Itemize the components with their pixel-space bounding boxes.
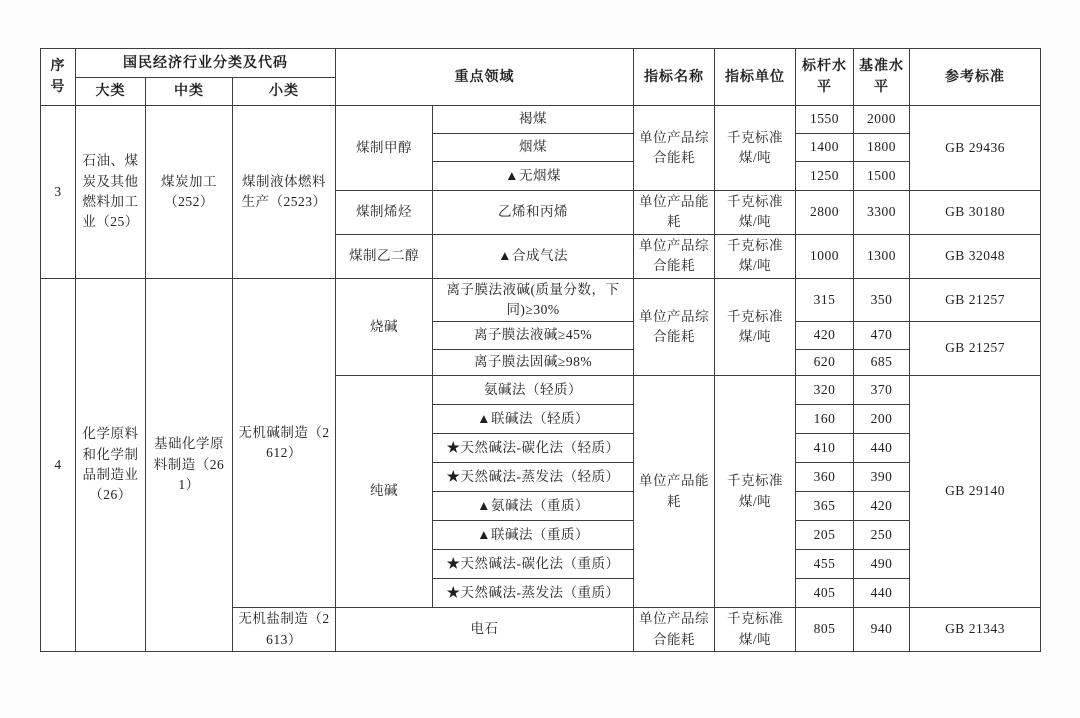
cell-carbide-unit: 千克标准煤/吨 (715, 608, 796, 652)
cell-caustic-solid98: 离子膜法固碱≥98% (433, 350, 634, 376)
cell-soda-3-benchmark: 410 (796, 434, 854, 463)
cell-soda-3-baseline: 440 (854, 434, 910, 463)
cell-olefin-benchmark: 2800 (796, 191, 854, 235)
cell-olefin-unit: 千克标准煤/吨 (715, 191, 796, 235)
header-indicator-name: 指标名称 (634, 49, 715, 106)
cell-glycol-area: 煤制乙二醇 (336, 234, 433, 278)
cell-r3-minor: 煤制液体燃料生产（2523） (233, 106, 336, 279)
cell-methanol-reference: GB 29436 (910, 106, 1041, 191)
cell-soda-7-benchmark: 455 (796, 550, 854, 579)
cell-glycol-reference: GB 32048 (910, 234, 1041, 278)
cell-soda-6-baseline: 250 (854, 521, 910, 550)
cell-r4-minor-alkali: 无机碱制造（2612） (233, 278, 336, 608)
cell-r4-major: 化学原料和化学制品制造业（26） (76, 278, 146, 652)
cell-soda-area: 纯碱 (336, 376, 433, 608)
cell-r3-major: 石油、煤炭及其他燃料加工业（25） (76, 106, 146, 279)
cell-carbide-baseline: 940 (854, 608, 910, 652)
header-industry-classification: 国民经济行业分类及代码 (76, 49, 336, 78)
cell-soda-4-benchmark: 360 (796, 463, 854, 492)
header-middle-class: 中类 (146, 78, 233, 106)
header-benchmark-level: 标杆水平 (796, 49, 854, 106)
cell-carbide-indicator: 单位产品综合能耗 (634, 608, 715, 652)
cell-caustic-solid98-benchmark: 620 (796, 350, 854, 376)
cell-caustic-indicator: 单位产品综合能耗 (634, 278, 715, 376)
cell-glycol-baseline: 1300 (854, 234, 910, 278)
cell-soda-method-2: ▲联碱法（轻质） (433, 405, 634, 434)
cell-soda-8-baseline: 440 (854, 579, 910, 608)
cell-soda-method-4: ★天然碱法-蒸发法（轻质） (433, 463, 634, 492)
cell-r4-serial: 4 (41, 278, 76, 652)
cell-soda-method-5: ▲氨碱法（重质） (433, 492, 634, 521)
cell-caustic-solid98-baseline: 685 (854, 350, 910, 376)
cell-soda-method-6: ▲联碱法（重质） (433, 521, 634, 550)
cell-soda-unit: 千克标准煤/吨 (715, 376, 796, 608)
header-key-area: 重点领域 (336, 49, 634, 106)
cell-caustic-liquid30: 离子膜法液碱(质量分数，下同)≥30% (433, 278, 634, 322)
cell-methanol-bituminous: 烟煤 (433, 134, 634, 162)
cell-methanol-unit: 千克标准煤/吨 (715, 106, 796, 191)
cell-carbide-benchmark: 805 (796, 608, 854, 652)
cell-glycol-sub: ▲合成气法 (433, 234, 634, 278)
cell-carbide-area: 电石 (336, 608, 634, 652)
cell-r3-serial: 3 (41, 106, 76, 279)
cell-glycol-benchmark: 1000 (796, 234, 854, 278)
cell-caustic-unit: 千克标准煤/吨 (715, 278, 796, 376)
cell-glycol-indicator: 单位产品综合能耗 (634, 234, 715, 278)
cell-soda-2-benchmark: 160 (796, 405, 854, 434)
cell-soda-5-benchmark: 365 (796, 492, 854, 521)
cell-olefin-baseline: 3300 (854, 191, 910, 235)
cell-soda-1-baseline: 370 (854, 376, 910, 405)
cell-soda-reference: GB 29140 (910, 376, 1041, 608)
cell-carbide-reference: GB 21343 (910, 608, 1041, 652)
document-page (40, 48, 1041, 652)
cell-caustic-reference-1: GB 21257 (910, 278, 1041, 322)
cell-soda-1-benchmark: 320 (796, 376, 854, 405)
header-baseline-level: 基准水平 (854, 49, 910, 106)
cell-olefin-area: 煤制烯烃 (336, 191, 433, 235)
cell-r4-middle: 基础化学原料制造（261） (146, 278, 233, 652)
standards-table (40, 48, 1041, 652)
cell-soda-method-7: ★天然碱法-碳化法（重质） (433, 550, 634, 579)
cell-r3-middle: 煤炭加工（252） (146, 106, 233, 279)
cell-soda-8-benchmark: 405 (796, 579, 854, 608)
cell-methanol-area: 煤制甲醇 (336, 106, 433, 191)
cell-soda-method-8: ★天然碱法-蒸发法（重质） (433, 579, 634, 608)
header-major-class: 大类 (76, 78, 146, 106)
cell-soda-indicator: 单位产品能耗 (634, 376, 715, 608)
cell-soda-4-baseline: 390 (854, 463, 910, 492)
cell-caustic-reference-2: GB 21257 (910, 322, 1041, 376)
cell-caustic-liquid30-benchmark: 315 (796, 278, 854, 322)
cell-methanol-anthracite-benchmark: 1250 (796, 162, 854, 191)
cell-soda-5-baseline: 420 (854, 492, 910, 521)
cell-methanol-anthracite: ▲无烟煤 (433, 162, 634, 191)
cell-methanol-anthracite-baseline: 1500 (854, 162, 910, 191)
header-reference-standard: 参考标准 (910, 49, 1041, 106)
cell-caustic-area: 烧碱 (336, 278, 433, 376)
cell-olefin-reference: GB 30180 (910, 191, 1041, 235)
cell-methanol-bituminous-baseline: 1800 (854, 134, 910, 162)
cell-caustic-liquid45: 离子膜法液碱≥45% (433, 322, 634, 350)
cell-r4-minor-salt: 无机盐制造（2613） (233, 608, 336, 652)
cell-caustic-liquid30-baseline: 350 (854, 278, 910, 322)
cell-soda-2-baseline: 200 (854, 405, 910, 434)
cell-glycol-unit: 千克标准煤/吨 (715, 234, 796, 278)
cell-caustic-liquid45-benchmark: 420 (796, 322, 854, 350)
cell-olefin-indicator: 单位产品能耗 (634, 191, 715, 235)
cell-methanol-bituminous-benchmark: 1400 (796, 134, 854, 162)
header-serial: 序号 (41, 49, 76, 106)
cell-soda-method-3: ★天然碱法-碳化法（轻质） (433, 434, 634, 463)
cell-soda-method-1: 氨碱法（轻质） (433, 376, 634, 405)
cell-soda-7-baseline: 490 (854, 550, 910, 579)
cell-methanol-lignite-benchmark: 1550 (796, 106, 854, 134)
header-minor-class: 小类 (233, 78, 336, 106)
cell-olefin-sub: 乙烯和丙烯 (433, 191, 634, 235)
cell-caustic-liquid45-baseline: 470 (854, 322, 910, 350)
cell-methanol-lignite-baseline: 2000 (854, 106, 910, 134)
header-indicator-unit: 指标单位 (715, 49, 796, 106)
cell-soda-6-benchmark: 205 (796, 521, 854, 550)
cell-methanol-lignite: 褐煤 (433, 106, 634, 134)
cell-methanol-indicator: 单位产品综合能耗 (634, 106, 715, 191)
